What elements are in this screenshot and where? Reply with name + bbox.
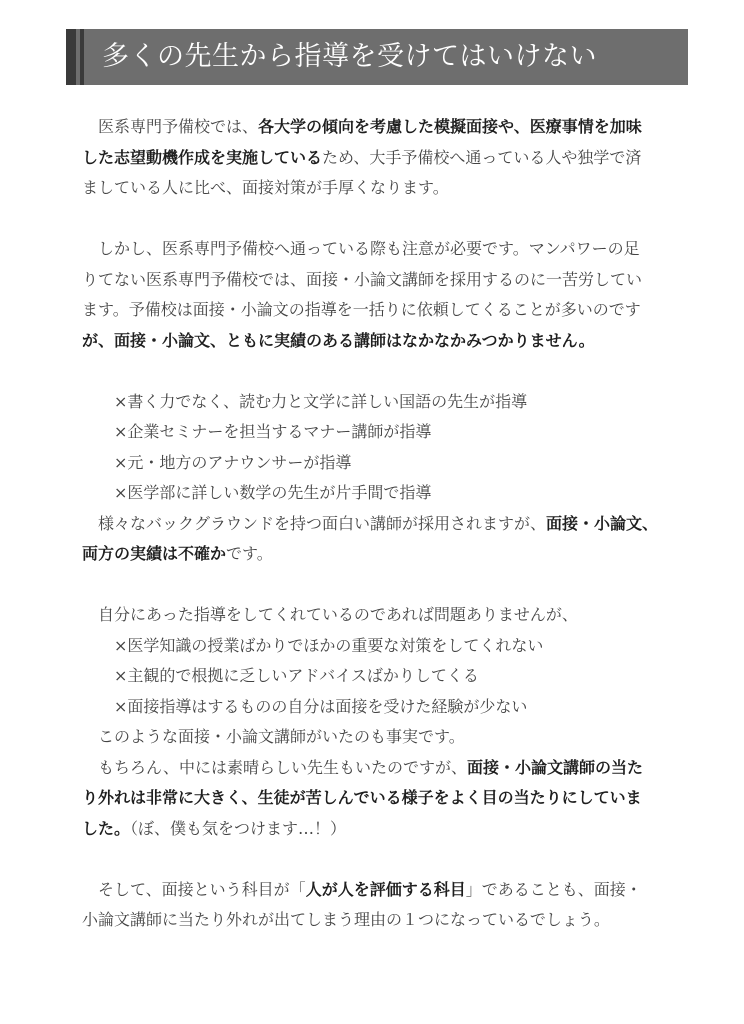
text-line: 様々なバックグラウンドを持つ面白い講師が採用されますが、面接・小論文、 <box>98 513 659 533</box>
list-item: ×元・地方のアナウンサーが指導 <box>114 452 352 472</box>
text-line: 小論文講師に当たり外れが出てしまう理由の１つになっているでしょう。 <box>82 910 610 929</box>
text-line: もちろん、中には素晴らしい先生もいたのですが、面接・小論文講師の当た <box>98 757 643 777</box>
page-title: 多くの先生から指導を受けてはいけない <box>102 41 597 72</box>
text-line: り外れは非常に大きく、生徒が苦しんでいる様子をよく目の当たりにしていま <box>82 788 642 807</box>
body-text <box>82 112 687 936</box>
text-line: そして、面接という科目が「人が人を評価する科目」であることも、面接・ <box>98 879 642 899</box>
text-line: 自分にあった指導をしてくれているのであれば問題ありませんが、 <box>98 605 578 624</box>
text-line: した。（ぼ、僕も気をつけます…！） <box>82 818 347 838</box>
list-item: ×主観的で根拠に乏しいアドバイスばかりしてくる <box>114 666 479 685</box>
list-item: ×医学知識の授業ばかりでほかの重要な対策をしてくれない <box>114 635 544 655</box>
section-header <box>66 29 688 85</box>
text-line: 両方の実績は不確かです。 <box>82 544 273 563</box>
list-item: ×書く力でなく、読む力と文学に詳しい国語の先生が指導 <box>114 391 528 411</box>
text-line: りてない医系専門予備校では、面接・小論文講師を採用するのに一苦労してい <box>82 269 643 289</box>
text-line: 医系専門予備校では、各大学の傾向を考慮した模擬面接や、医療事情を加味 <box>98 117 642 136</box>
header-accent-bar <box>66 29 76 85</box>
list-item: ×医学部に詳しい数学の先生が片手間で指導 <box>114 483 432 502</box>
list-item: ×面接指導はするものの自分は面接を受けた経験が少ない <box>114 696 528 716</box>
text-line: が、面接・小論文、ともに実績のある講師はなかなかみつかりません。 <box>82 330 595 350</box>
header-accent-stripe <box>80 29 84 85</box>
text-line: ます。予備校は面接・小論文の指導を一括りに依頼してくることが多いのです <box>82 300 641 319</box>
list-item: ×企業セミナーを担当するマナー講師が指導 <box>114 422 432 441</box>
text-line: した志望動機作成を実施しているため、大手予備校へ通っている人や独学で済 <box>82 147 642 167</box>
text-line: このような面接・小論文講師がいたのも事実です。 <box>98 727 465 746</box>
text-line: ましている人に比べ、面接対策が手厚くなります。 <box>82 178 449 197</box>
text-line: しかし、医系専門予備校へ通っている際も注意が必要です。マンパワーの足 <box>98 239 640 258</box>
